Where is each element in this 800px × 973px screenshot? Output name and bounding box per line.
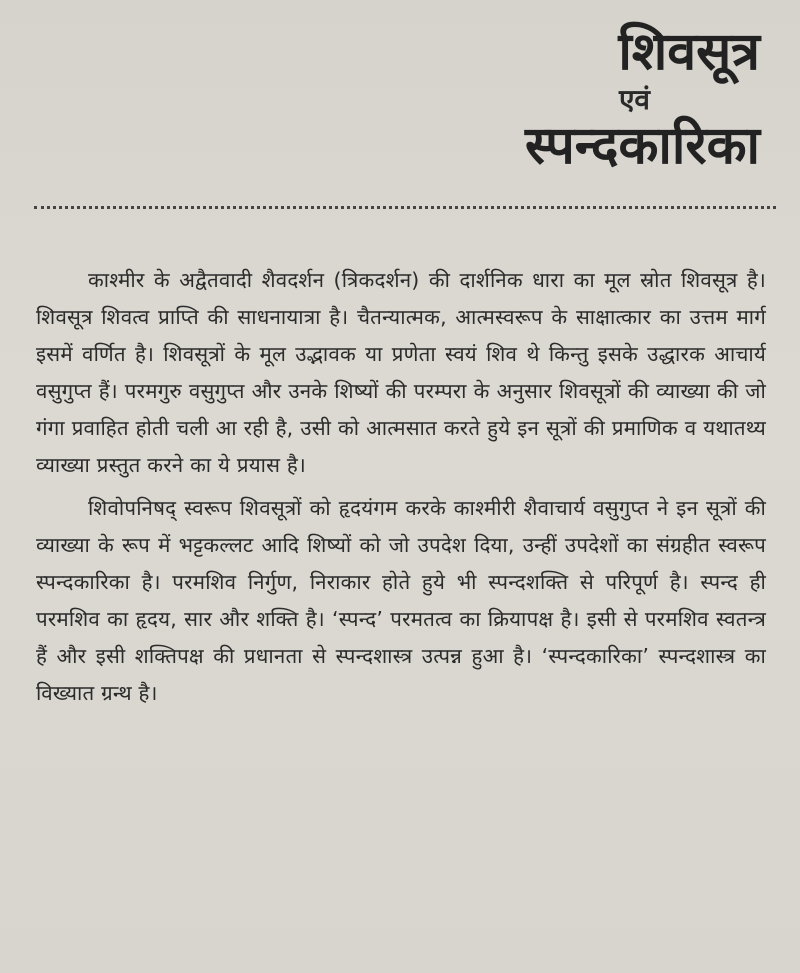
title-spandakarika: स्पन्दकारिका xyxy=(525,116,760,176)
title-conjunction: एवं xyxy=(618,83,650,116)
dotted-divider xyxy=(34,206,776,209)
body-text xyxy=(36,262,766,718)
title-block xyxy=(340,22,760,176)
paragraph-1: काश्मीर के अद्वैतवादी शैवदर्शन (त्रिकदर्शन) की दार्शनिक धारा का मूल स्रोत शिवसूत्र है। शिवसूत्र शिवत्व प्राप्ति की साधनायात्रा है। चैतन्यात्मक, आत्मस्वरूप के साक्षात्कार का उत्तम मार्ग इसमें वर्णित है। शिवसूत्रों के मूल उद्भावक या प्रणेता स्वयं शिव थे किन्तु इसके उद्धारक आचार्य वसुगुप्त हैं। परमगुरु वसुगुप्त और उनके शिष्यों की परम्परा के अनुसार शिवसूत्रों की व्याख्या की जो गंगा प्रवाहित होती चली आ रही है, उसी को आत्मसात करते हुये इन सूत्रों की प्रमाणिक व यथातथ्य व्याख्या प्रस्तुत करने का ये प्रयास है। xyxy=(36,268,766,477)
title-shivasutra: शिवसूत्र xyxy=(618,22,760,82)
paragraph-2: शिवोपनिषद् स्वरूप शिवसूत्रों को हृदयंगम करके काश्मीरी शैवाचार्य वसुगुप्त ने इन सूत्रों की व्याख्या के रूप में भट्टकल्लट आदि शिष्यों को जो उपदेश दिया, उन्हीं उपदेशों का संग्रहीत स्वरूप स्पन्दकारिका है। परमशिव निर्गुण, निराकार होते हुये भी स्पन्दशक्ति से परिपूर्ण है। स्पन्द ही परमशिव का हृदय, सार और शक्ति है। ‘स्पन्द’ परमतत्व का क्रियापक्ष है। इसी से परमशिव स्वतन्त्र हैं और इसी शक्तिपक्ष की प्रधानता से स्पन्दशास्त्र उत्पन्न हुआ है। ‘स्पन्दकारिका’ स्पन्दशास्त्र का विख्यात ग्रन्थ है। xyxy=(36,496,766,705)
